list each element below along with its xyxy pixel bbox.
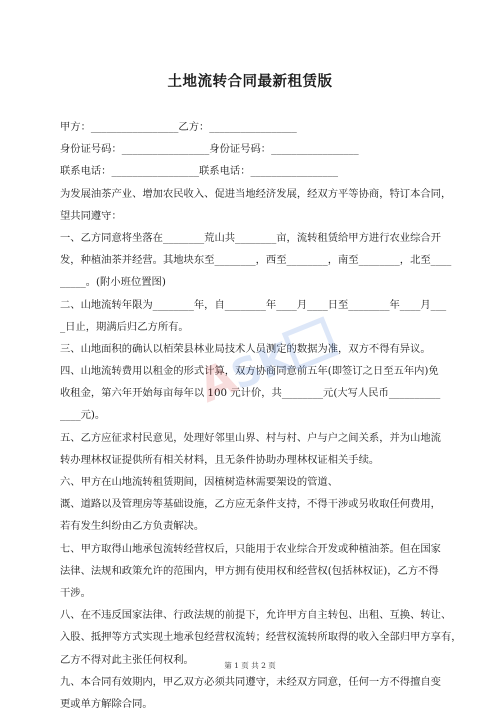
clause-8-line: 乙方不得对此主张任何权利。 [60,653,194,666]
clause-4-line: 收租金，第六年开始每亩每年以 100 元计价，共________元(大写人民币__________ [60,387,441,400]
clause-8-line: 八、在不违反国家法律、行政法规的前提下，允许甲方自主转包、出租、互换、转让、 [60,609,452,622]
clause-4-line: ____元)。 [60,409,106,422]
clause-2-line: 二、山地流转年限为________年，自________年____月____日至________年____月___ [60,298,447,311]
clause-2-line: _日止，期满后归乙方所有。 [60,320,189,333]
clause-5-line: 转办理林权证提供所有相关材料，且无条件协助办理林权证相关手续。 [60,453,380,466]
page-footer: 第 1 页 共 2 页 [224,661,276,670]
clause-7-line: 法律、法规和政策允许的范围内，甲方拥有使用权和经营权(包括林权证)，乙方不得 [60,564,439,577]
clause-6-line: 若有发生纠纷由乙方负责解决。 [60,520,205,533]
clause-7-line: 干涉。 [60,586,91,599]
phone-line: 联系电话：_________________联系电话：_________________ [60,165,339,178]
svg-text:A: A [190,349,244,414]
preamble-line: 为发展油茶产业、增加农民收入、促进当地经济发展，经双方平等协商，特订本合同， [60,187,452,200]
clause-6-line: 溉、道路以及管理房等基础设施，乙方应无条件支持，不得干涉或另收取任何费用， [60,498,441,511]
clause-1-line: 发，种植油茶并经营。其地块东至________，西至________，南至________，北至____ [60,254,452,267]
preamble-line: 望共同遵守： [60,209,122,222]
clause-9-line: 更或单方解除合同。 [60,697,153,710]
clause-1-line: 一、乙方同意将坐落在________荒山共________亩，流转租赁给甲方进行农业综合开 [60,231,441,244]
clause-3-line: 三、山地面积的确认以栢荣县林业局技术人员测定的数据为准，双方不得有异议。 [60,342,431,355]
clause-8-line: 入股、抵押等方式实现土地承包经营权流转；经营权流转所取得的收入全部归甲方享有， [60,631,462,644]
id-number-line: 身份证号码：_________________身份证号码：_________________ [60,143,359,156]
clause-6-line: 六、甲方在山地流转租赁期间，因植树造林需要架设的管道、 [60,476,339,488]
clause-9-line: 九、本合同有效期内，甲乙双方必须共同遵守，未经双方同意，任何一方不得擅自变 [60,675,441,688]
party-names-line: 甲方：_________________乙方：_________________ [60,121,297,133]
clause-1-line: _____。(附小班位置图) [60,276,166,289]
clause-7-line: 七、甲方取得山地承包流转经营权后，只能用于农业综合开发或种植油茶。但在国家 [60,542,441,555]
clause-5-line: 五、乙方应征求村民意见，处理好邻里山界、村与村、户与户之间关系，并为山地流 [60,431,441,444]
svg-text:SK: SK [224,334,298,400]
document-title: 土地流转合同最新租赁版 [167,73,333,90]
contract-body [60,116,462,715]
clause-4-line: 四、山地流转费用以租金的形式计算，双方协商同意前五年(即签订之日至五年内)免 [60,365,439,378]
